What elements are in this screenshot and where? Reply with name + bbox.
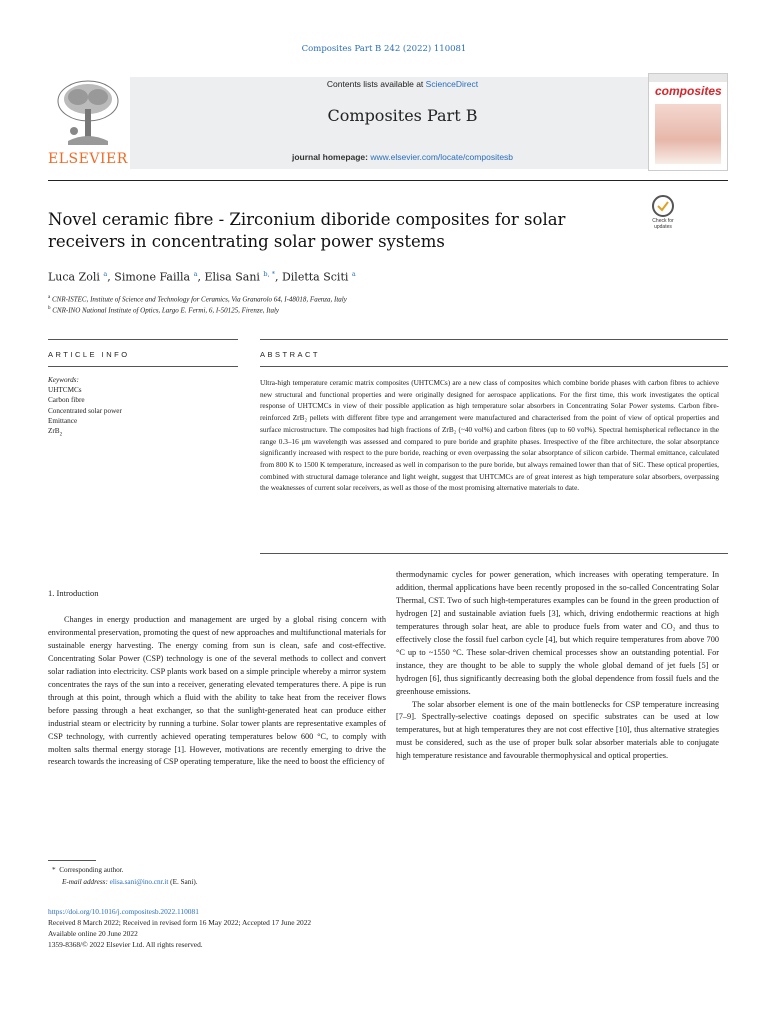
keyword-subscript: 2: [59, 432, 63, 438]
keyword[interactable]: [48, 426, 122, 441]
cover-image: [655, 104, 721, 164]
intro-right-column: [396, 569, 719, 763]
affiliation-text: CNR-ISTEC, Institute of Science and Technology for Ceramics, Via Granarolo 64, I-48018, Faenza, Italy: [51, 295, 347, 304]
introduction-heading: 1. Introduction: [48, 588, 99, 598]
footnote-corresponding: Corresponding author.: [59, 866, 124, 874]
cover-top-strip: [649, 74, 727, 82]
author-name[interactable]: Luca Zoli: [48, 270, 100, 284]
footnote-rule: [48, 860, 96, 861]
journal-cover-thumbnail[interactable]: [648, 73, 728, 171]
doi-link[interactable]: https://doi.org/10.1016/j.compositesb.2022.110081: [48, 907, 199, 916]
available-online: Available online 20 June 2022: [48, 929, 138, 938]
article-history: [48, 906, 311, 950]
contents-prefix: Contents lists available at: [326, 79, 426, 89]
affiliation: [48, 295, 347, 303]
email-link[interactable]: elisa.sani@ino.cnr.it: [109, 878, 169, 886]
intro-paragraph: thermodynamic cycles for power generation, which increases with operating temperature. In addition, thermal applications have been recently proposed in the so-called Concentrating Solar Thermal, CST. Two of such high-temperatures examples can be found in the green production of hydrogen [2] and sustainable aviation fuels [3], which, driving endothermic reactions at high temperatures through solar heat, are able to produce fuels from water and CO₂ and thus to effectively close the fossil fuel carbon cycle [4], but which require temperatures from above 700 °C up to ~1550 °C. These solar-driven chemical processes show an outstanding potential. For instance, they are thought to be able to supply the whole global demand of jet fuels [5] or hydrogen [6], thus significantly decreasing both the global dependence from fossil fuels and the greenhouse emissions.: [396, 570, 719, 696]
author-name[interactable]: Diletta Sciti: [281, 270, 349, 284]
journal-homepage: [130, 152, 675, 162]
email-label: E-mail address:: [62, 878, 110, 886]
author-name[interactable]: Elisa Sani: [204, 270, 260, 284]
keyword[interactable]: Concentrated solar power: [48, 406, 122, 415]
intro-paragraph: Changes in energy production and management are urged by a global rising concern with environmental preservation, promoting the quest of new approaches and multifunctional materials for sustainable energy harvesting. The energy coming from sun is clean, safe and cost-effective. Concentrating Solar Power (CSP) technology is one of the several methods to collect and convert solar radiation into electricity. CSP plants work based on a simple principle whereby a mirror system concentrates the rays of the sun into a receiver, generating elevated temperatures there. A pipe is run through at this point, through which a fluid with the ability to take heat from the receiver flows before passing through a heat exchanger, so that the sunlight-generated heat can produce either industrial steam or electricity by running a turbine. Solar tower plants are representative examples of CSP technology, with currently achieved operating temperatures below 600 °C, to comply with molten salts thermal energy storage [1]. However, motivations are recently emerging to drive the research towards the increasing of CSP operating temperature, like the need to boost the efficiency of: [48, 615, 386, 767]
abstract-text: Ultra-high temperature ceramic matrix composites (UHTCMCs) are a new class of composites which combine boride phases with carbon fibres to achieve new structural and functional properties and were originally designed for aerospace applications. For the first time, this work investigates the optical response of UHTCMCs in view of their possible application as high temperature solar absorbers in Concentrating Solar Power systems. Carbon fibre-reinforced ZrB₂ pellets with different fibre type and arrangement were manufactured and characterised from the point of view of optical properties and surface microstructure. The composites had high fractions of ZrB₂ (~40 vol%) and carbon fibres (up to 60 vol%). Spectral hemispherical reflectance in the range 0.3–16 μm wavelength was assessed and compared to pure boride and graphite phases. Irrespective of the fibre architecture, the solar absorptance significantly increased with respect to the pure boride, reaching or even overpassing the solar absorptance of silicon carbide. Thermal emittance, calculated from 800 K to 1500 K temperature, increased as well in comparison to the pure boride, but always remained lower than that of SiC. These optical properties, combined with structural damage tolerance and light weight, suggest that UHTCMCs are of great interest as high temperature solar absorbers, overpassing the weaknesses of current solar receivers, as well as those of the most promising alternative materials to date.: [260, 378, 719, 493]
article-info-rule: [48, 366, 238, 367]
journal-citation-link[interactable]: Composites Part B 242 (2022) 110081: [301, 44, 467, 54]
elsevier-tree-logo: [48, 75, 126, 171]
article-title: Novel ceramic fibre - Zirconium diboride composites for solar receivers in concentrating solar power systems: [48, 210, 566, 251]
abstract-rule: [260, 366, 728, 367]
check-updates-label: Check for updates: [652, 218, 674, 230]
header-rule: [48, 180, 728, 181]
author-affil-sup[interactable]: a: [103, 270, 108, 278]
article-info-top-rule: [48, 339, 238, 340]
author-affil-sup[interactable]: a: [193, 270, 198, 278]
affiliation-sup: b: [48, 306, 51, 311]
author-list: Luca Zoli $^a$, Simone Failla $^a$, Elisa Sani $^{b, *}$, Diletta Sciti $^a$: [48, 270, 356, 284]
keywords-block: [48, 375, 122, 441]
keyword-base: ZrB: [48, 427, 60, 436]
contents-line: [130, 79, 675, 89]
abstract-bottom-rule: [260, 553, 728, 554]
journal-banner: [48, 73, 728, 173]
author-affil-sup[interactable]: a: [351, 270, 356, 278]
keyword[interactable]: Emittance: [48, 416, 78, 425]
author-affil-sup[interactable]: b, *: [263, 270, 275, 278]
homepage-link[interactable]: www.elsevier.com/locate/compositesb: [370, 152, 514, 162]
sciencedirect-link[interactable]: ScienceDirect: [425, 79, 479, 89]
homepage-label: journal homepage:: [291, 152, 371, 162]
affiliation-text: CNR-INO National Institute of Optics, Largo E. Fermi, 6, I-50125, Firenze, Italy: [52, 306, 280, 315]
abstract-top-rule: [260, 339, 728, 340]
cover-logo: composites: [655, 84, 722, 98]
keywords-label: Keywords:: [48, 376, 79, 384]
check-updates-icon: [652, 195, 674, 217]
affiliation-sup: a: [48, 295, 51, 300]
author-name[interactable]: Simone Failla: [114, 270, 191, 284]
elsevier-wordmark: ELSEVIER: [48, 151, 128, 167]
check-for-updates-badge[interactable]: [646, 195, 680, 233]
affiliation: [48, 306, 279, 314]
footnote-star: *: [52, 866, 56, 874]
email-note: [62, 878, 198, 886]
keyword[interactable]: Carbon fibre: [48, 396, 85, 405]
abstract-heading: ABSTRACT: [260, 350, 321, 359]
intro-paragraph: The solar absorber element is one of the main bottlenecks for CSP temperature increasing [7–9]. Spectrally-selective coatings deposed on specific substrates can be used at low temperatures, but at high temperatures they are not cost effective [10], thus alternative strategies must be considered, such as the use of proper bulk solar absorber materials able to conjugate high temperature resistance and favourable thermophysical and optical properties.: [396, 699, 719, 761]
corresponding-author-note: [52, 866, 123, 874]
journal-title: Composites Part B: [327, 106, 478, 125]
intro-left-column: [48, 614, 386, 769]
article-info-heading: ARTICLE INFO: [48, 350, 130, 359]
copyright: 1359-8368/© 2022 Elsevier Ltd. All rights reserved.: [48, 940, 203, 949]
received-dates: Received 8 March 2022; Received in revised form 16 May 2022; Accepted 17 June 2022: [48, 918, 312, 927]
email-suffix: (E. Sani).: [168, 878, 198, 886]
keyword[interactable]: UHTCMCs: [48, 386, 82, 395]
